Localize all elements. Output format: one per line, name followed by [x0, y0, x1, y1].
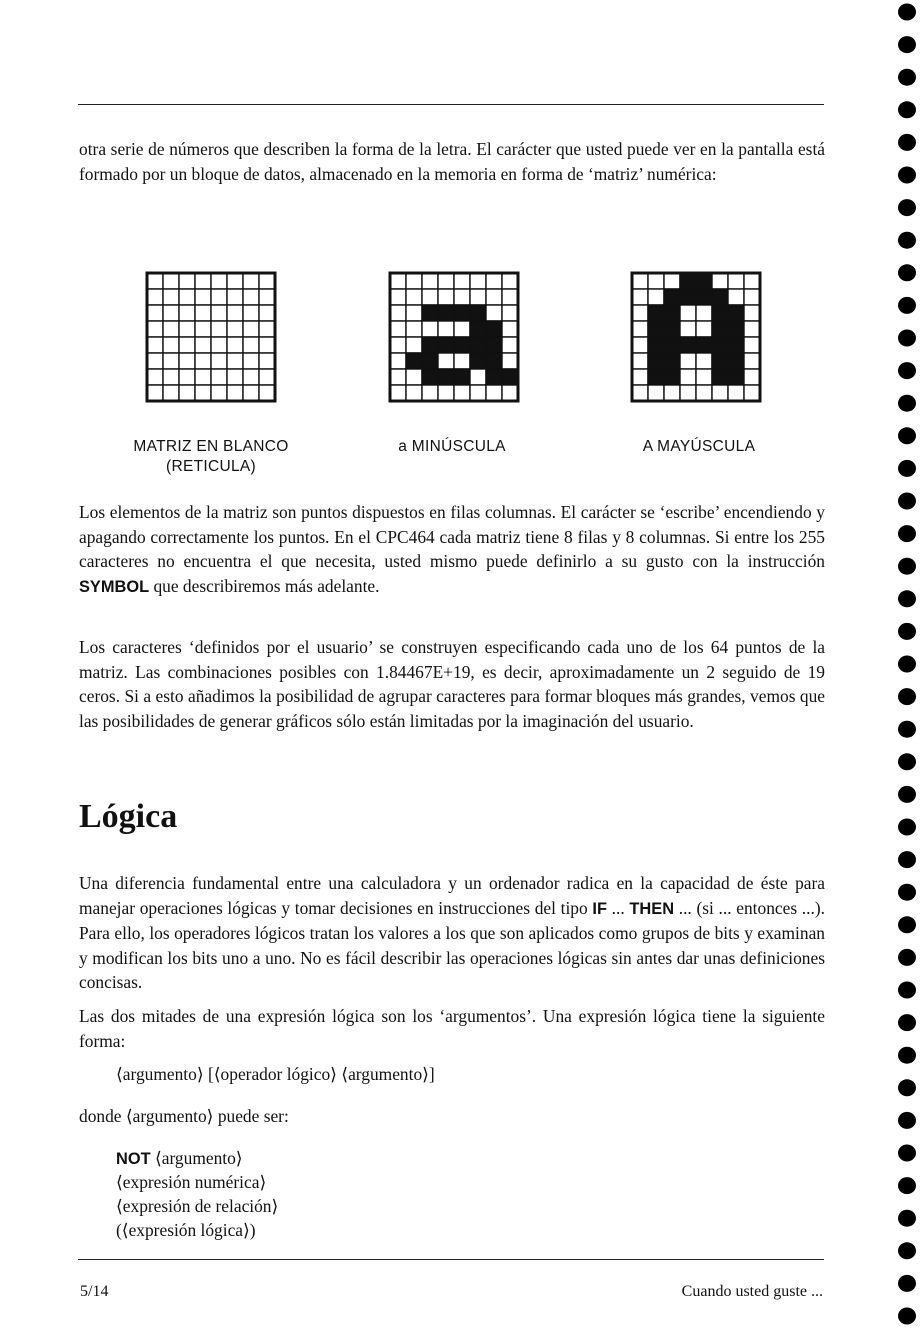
binder-hole	[898, 101, 916, 118]
matrix-cell-off	[422, 321, 438, 337]
matrix-cell-off	[227, 321, 243, 337]
matrix-cell-off	[454, 385, 470, 401]
matrix-cell-on	[648, 337, 664, 353]
option-relation: ⟨expresión de relación⟩	[116, 1196, 279, 1216]
matrix-cell-on	[648, 321, 664, 337]
caption-lowercase-a	[342, 437, 562, 457]
blank-matrix-grid	[145, 271, 278, 404]
matrix-cell-off	[648, 385, 664, 401]
binder-hole	[898, 362, 916, 379]
matrix-cell-off	[502, 289, 518, 305]
binder-hole	[898, 819, 916, 836]
matrix-cell-off	[438, 289, 454, 305]
matrix-cell-off	[696, 321, 712, 337]
matrix-cell-off	[259, 321, 275, 337]
binder-hole	[898, 558, 916, 575]
section-heading-logica: Lógica	[79, 798, 178, 835]
matrix-cell-on	[470, 353, 486, 369]
matrix-cell-on	[422, 353, 438, 369]
matrix-cell-off	[179, 273, 195, 289]
then-keyword: THEN	[629, 899, 675, 918]
matrix-cell-on	[664, 369, 680, 385]
caption-blank-line2: (RETICULA)	[166, 458, 256, 475]
matrix-cell-off	[680, 353, 696, 369]
matrix-paragraph-text-1: Los elementos de la matriz son puntos dispuestos en filas columnas. El carácter se ‘escribe’ encendiendo y apagando correctamente los puntos. En el CPC464 cada matriz tiene 8 filas y 8 columnas. Si entre los 255 caracteres no encuentra el que necesita, usted mismo puede definirlo a su gusto con la instrucción	[79, 502, 825, 572]
matrix-cell-off	[147, 305, 163, 321]
matrix-cell-off	[211, 369, 227, 385]
matrix-cell-off	[390, 337, 406, 353]
binder-hole	[898, 1308, 916, 1325]
matrix-cell-off	[243, 305, 259, 321]
if-keyword: IF	[592, 899, 607, 918]
matrix-cell-off	[163, 289, 179, 305]
matrix-cell-on	[438, 305, 454, 321]
matrix-cell-on	[470, 321, 486, 337]
matrix-cell-off	[454, 273, 470, 289]
matrix-cell-off	[195, 321, 211, 337]
matrix-cell-off	[163, 321, 179, 337]
matrix-cell-off	[243, 385, 259, 401]
matrix-cell-off	[211, 337, 227, 353]
matrix-cell-off	[163, 305, 179, 321]
binder-hole	[898, 395, 916, 412]
matrix-cell-off	[632, 305, 648, 321]
matrix-cell-off	[744, 273, 760, 289]
binder-hole	[898, 199, 916, 216]
matrix-cell-on	[648, 353, 664, 369]
matrix-cell-off	[179, 337, 195, 353]
matrix-cell-off	[438, 321, 454, 337]
top-rule	[78, 104, 824, 105]
matrix-cell-off	[438, 385, 454, 401]
matrix-cell-off	[406, 369, 422, 385]
footer-section-title: Cuando usted guste ...	[681, 1283, 823, 1300]
matrix-cell-off	[390, 305, 406, 321]
binder-hole	[898, 916, 916, 933]
page-number: 5/14	[80, 1283, 109, 1300]
matrix-cell-off	[179, 385, 195, 401]
matrix-cell-on	[680, 337, 696, 353]
binder-hole	[898, 786, 916, 803]
matrix-cell-off	[744, 289, 760, 305]
symbol-keyword: SYMBOL	[79, 577, 150, 596]
option-not	[116, 1146, 243, 1171]
matrix-cell-off	[211, 321, 227, 337]
matrix-cell-on	[438, 369, 454, 385]
matrix-cell-off	[163, 353, 179, 369]
matrix-cell-on	[712, 353, 728, 369]
lowercase-a-matrix-grid	[388, 271, 521, 404]
matrix-cell-on	[664, 337, 680, 353]
matrix-cell-off	[454, 289, 470, 305]
matrix-cell-off	[390, 321, 406, 337]
not-argument: ⟨argumento⟩	[150, 1148, 243, 1168]
binder-hole	[898, 623, 916, 640]
matrix-cell-off	[259, 385, 275, 401]
where-line: donde ⟨argumento⟩ puede ser:	[79, 1106, 289, 1126]
matrix-cell-off	[147, 353, 163, 369]
caption-uppercase-a	[589, 437, 809, 457]
matrix-cell-off	[211, 305, 227, 321]
matrix-cell-off	[502, 321, 518, 337]
matrix-cell-off	[744, 369, 760, 385]
matrix-cell-off	[502, 273, 518, 289]
matrix-paragraph	[79, 500, 825, 599]
matrix-cell-on	[454, 337, 470, 353]
matrix-cell-off	[179, 369, 195, 385]
binder-hole	[898, 264, 916, 281]
binder-hole	[898, 427, 916, 444]
matrix-cell-on	[712, 289, 728, 305]
intro-paragraph: otra serie de números que describen la forma de la letra. El carácter que usted puede ver en la pantalla está formado por un bloque de datos, almacenado en la memoria en forma de ‘matriz’ numérica:	[79, 139, 825, 184]
matrix-cell-on	[486, 353, 502, 369]
matrix-cell-off	[259, 353, 275, 369]
matrix-cell-on	[712, 305, 728, 321]
matrix-cell-off	[211, 353, 227, 369]
matrix-cell-on	[486, 337, 502, 353]
matrix-cell-off	[227, 289, 243, 305]
user-defined-paragraph: Los caracteres ‘definidos por el usuario’ se construyen especificando cada uno de los 64 puntos de la matriz. Las combinaciones posibles con 1.84467E+19, es decir, aproximadamente un 2 seguido de 19 ceros. Si a esto añadimos la posibilidad de agrupar caracteres para formar bloques más grandes, vemos que las posibilidades de generar gráficos sólo están limitadas por la imaginación del usuario.	[79, 637, 825, 731]
matrix-cell-off	[243, 337, 259, 353]
matrix-cell-off	[664, 273, 680, 289]
binder-hole	[898, 232, 916, 249]
matrix-cell-off	[163, 385, 179, 401]
matrix-cell-on	[728, 321, 744, 337]
matrix-cell-off	[259, 289, 275, 305]
matrix-cell-off	[147, 385, 163, 401]
binder-hole	[898, 1079, 916, 1096]
matrix-cell-off	[406, 321, 422, 337]
matrix-cell-off	[211, 289, 227, 305]
matrix-cell-off	[259, 369, 275, 385]
matrix-cell-off	[406, 337, 422, 353]
matrix-cell-off	[211, 273, 227, 289]
matrix-cell-off	[227, 305, 243, 321]
matrix-paragraph-text-2: que describiremos más adelante.	[149, 575, 380, 596]
matrix-cell-off	[390, 369, 406, 385]
matrix-cell-off	[632, 337, 648, 353]
matrix-cell-on	[486, 369, 502, 385]
binder-hole	[898, 1145, 916, 1162]
matrix-cell-off	[259, 305, 275, 321]
matrix-cell-off	[632, 273, 648, 289]
matrix-cell-off	[243, 289, 259, 305]
matrix-cell-on	[664, 305, 680, 321]
matrix-cell-off	[406, 305, 422, 321]
binder-hole	[898, 1177, 916, 1194]
matrix-cell-off	[195, 369, 211, 385]
matrix-cell-on	[486, 321, 502, 337]
matrix-cell-on	[696, 337, 712, 353]
matrix-cell-off	[744, 321, 760, 337]
matrix-cell-off	[744, 353, 760, 369]
binder-hole	[898, 297, 916, 314]
matrix-cell-off	[438, 353, 454, 369]
matrix-cell-off	[712, 385, 728, 401]
binder-hole	[898, 590, 916, 607]
binder-hole	[898, 4, 916, 21]
matrix-cell-off	[502, 305, 518, 321]
bottom-rule	[78, 1259, 824, 1260]
matrix-cell-off	[696, 369, 712, 385]
binder-hole	[898, 134, 916, 151]
matrix-cell-off	[195, 385, 211, 401]
logic-paragraph-text-2: ... (si ... entonces ...). Para ello, los operadores lógicos tratan los valores a los que son aplicados como grupos de bits y examinan y modifican los bits uno a uno. No es fácil describir las operaciones lógicas sin antes dar unas definiciones concisas.	[79, 897, 825, 993]
caption-blank-line1: MATRIZ EN BLANCO	[133, 438, 289, 455]
matrix-cell-off	[632, 353, 648, 369]
option-numeric: ⟨expresión numérica⟩	[116, 1172, 267, 1192]
matrix-cell-off	[454, 353, 470, 369]
matrix-cell-off	[179, 321, 195, 337]
matrix-cell-on	[502, 369, 518, 385]
binder-hole	[898, 525, 916, 542]
syntax-line: ⟨argumento⟩ [⟨operador lógico⟩ ⟨argumento⟩]	[116, 1064, 435, 1084]
matrix-cell-on	[438, 337, 454, 353]
matrix-cell-on	[454, 369, 470, 385]
matrix-cell-on	[712, 369, 728, 385]
matrix-cell-off	[227, 369, 243, 385]
binder-hole	[898, 493, 916, 510]
caption-lowercase-line1: a MINÚSCULA	[398, 438, 506, 455]
matrix-cell-off	[179, 353, 195, 369]
matrix-cell-off	[680, 385, 696, 401]
matrix-cell-off	[147, 289, 163, 305]
matrix-cell-off	[632, 369, 648, 385]
matrix-cell-off	[422, 385, 438, 401]
matrix-cell-off	[211, 385, 227, 401]
matrix-cell-on	[728, 305, 744, 321]
matrix-cell-on	[406, 353, 422, 369]
matrix-cell-off	[243, 369, 259, 385]
matrix-cell-off	[664, 385, 680, 401]
matrix-cell-on	[664, 321, 680, 337]
matrix-cell-off	[195, 305, 211, 321]
not-keyword: NOT	[116, 1150, 151, 1168]
matrix-cell-off	[179, 289, 195, 305]
matrix-cell-off	[227, 353, 243, 369]
matrix-cell-on	[712, 321, 728, 337]
matrix-cell-off	[163, 337, 179, 353]
matrix-cell-off	[470, 369, 486, 385]
matrix-cell-off	[227, 385, 243, 401]
binder-hole	[898, 851, 916, 868]
binder-hole	[898, 721, 916, 738]
binder-hole	[898, 949, 916, 966]
matrix-cell-on	[728, 369, 744, 385]
matrix-cell-on	[728, 337, 744, 353]
matrix-cell-off	[179, 305, 195, 321]
binder-hole	[898, 1014, 916, 1031]
matrix-cell-off	[195, 353, 211, 369]
matrix-cell-off	[486, 289, 502, 305]
matrix-cell-off	[390, 273, 406, 289]
matrix-cell-off	[680, 305, 696, 321]
binder-hole	[898, 330, 916, 347]
matrix-cell-off	[486, 305, 502, 321]
matrix-cell-off	[502, 353, 518, 369]
matrix-cell-off	[470, 385, 486, 401]
matrix-cell-off	[470, 273, 486, 289]
matrix-cell-on	[470, 305, 486, 321]
matrix-cell-off	[712, 273, 728, 289]
matrix-cell-off	[243, 273, 259, 289]
matrix-cell-off	[227, 337, 243, 353]
matrix-cell-off	[227, 273, 243, 289]
matrix-cell-off	[632, 385, 648, 401]
binder-hole	[898, 656, 916, 673]
matrix-cell-off	[728, 273, 744, 289]
matrix-cell-off	[147, 337, 163, 353]
matrix-cell-on	[648, 305, 664, 321]
matrix-cell-off	[744, 305, 760, 321]
binder-hole	[898, 69, 916, 86]
matrix-cell-off	[502, 385, 518, 401]
matrix-cell-on	[696, 289, 712, 305]
matrix-cell-on	[728, 353, 744, 369]
binder-hole	[898, 1112, 916, 1129]
binder-hole	[898, 884, 916, 901]
matrix-cell-on	[696, 273, 712, 289]
matrix-cell-on	[648, 369, 664, 385]
matrix-cell-on	[664, 289, 680, 305]
matrix-cell-off	[147, 369, 163, 385]
matrix-cell-off	[680, 321, 696, 337]
uppercase-a-matrix-grid	[630, 271, 763, 404]
matrix-cell-off	[163, 369, 179, 385]
binder-hole	[898, 167, 916, 184]
matrix-cell-on	[422, 369, 438, 385]
matrix-cell-off	[147, 321, 163, 337]
matrix-cell-off	[632, 321, 648, 337]
binder-hole	[898, 1242, 916, 1259]
matrix-cell-on	[664, 353, 680, 369]
binder-hole	[898, 460, 916, 477]
matrix-cell-off	[195, 337, 211, 353]
matrix-cell-off	[390, 289, 406, 305]
binder-hole	[898, 1047, 916, 1064]
caption-uppercase-line1: A MAYÚSCULA	[642, 438, 756, 455]
matrix-cell-off	[243, 321, 259, 337]
matrix-cell-off	[744, 337, 760, 353]
matrix-cell-off	[696, 385, 712, 401]
matrix-cell-off	[648, 289, 664, 305]
matrix-cell-off	[195, 289, 211, 305]
matrix-cell-off	[195, 273, 211, 289]
matrix-cell-off	[696, 305, 712, 321]
matrix-cell-off	[632, 289, 648, 305]
matrix-cell-on	[680, 289, 696, 305]
logic-dots: ...	[606, 897, 630, 918]
matrix-cell-off	[502, 337, 518, 353]
matrix-cell-on	[680, 273, 696, 289]
matrix-cell-on	[712, 337, 728, 353]
matrix-cell-off	[406, 385, 422, 401]
binder-hole	[898, 688, 916, 705]
matrix-cell-off	[406, 289, 422, 305]
matrix-cell-off	[728, 289, 744, 305]
matrix-cell-off	[728, 385, 744, 401]
matrix-cell-off	[147, 273, 163, 289]
logic-paragraph-text-1: Una diferencia fundamental entre una calculadora y un ordenador radica en la capacidad de éste para manejar operaciones lógicas y tomar decisiones en instrucciones del tipo	[79, 873, 825, 918]
matrix-cell-off	[406, 273, 422, 289]
caption-blank-matrix	[101, 437, 321, 477]
matrix-cell-off	[259, 273, 275, 289]
matrix-cell-off	[438, 273, 454, 289]
matrix-cell-off	[390, 353, 406, 369]
matrix-cell-on	[454, 305, 470, 321]
matrix-cell-off	[422, 289, 438, 305]
matrix-cell-on	[422, 305, 438, 321]
binder-hole	[898, 1210, 916, 1227]
matrix-cell-off	[470, 289, 486, 305]
binder-hole	[898, 753, 916, 770]
matrix-cell-off	[648, 273, 664, 289]
matrix-cell-off	[486, 385, 502, 401]
matrix-cell-off	[454, 321, 470, 337]
binder-hole	[898, 982, 916, 999]
option-logic: (⟨expresión lógica⟩)	[116, 1220, 256, 1240]
matrix-cell-off	[486, 273, 502, 289]
matrix-cell-off	[680, 369, 696, 385]
matrix-cell-off	[422, 273, 438, 289]
logic-paragraph	[79, 871, 825, 995]
matrix-cell-on	[422, 337, 438, 353]
matrix-cell-off	[163, 273, 179, 289]
matrix-cell-off	[243, 353, 259, 369]
binder-hole	[898, 1275, 916, 1292]
matrix-cell-on	[470, 337, 486, 353]
matrix-cell-off	[259, 337, 275, 353]
matrix-cell-off	[390, 385, 406, 401]
matrix-cell-off	[744, 385, 760, 401]
matrix-cell-off	[696, 353, 712, 369]
arguments-paragraph: Las dos mitades de una expresión lógica son los ‘argumentos’. Una expresión lógica tiene la siguiente forma:	[79, 1006, 825, 1051]
binder-hole	[898, 36, 916, 53]
